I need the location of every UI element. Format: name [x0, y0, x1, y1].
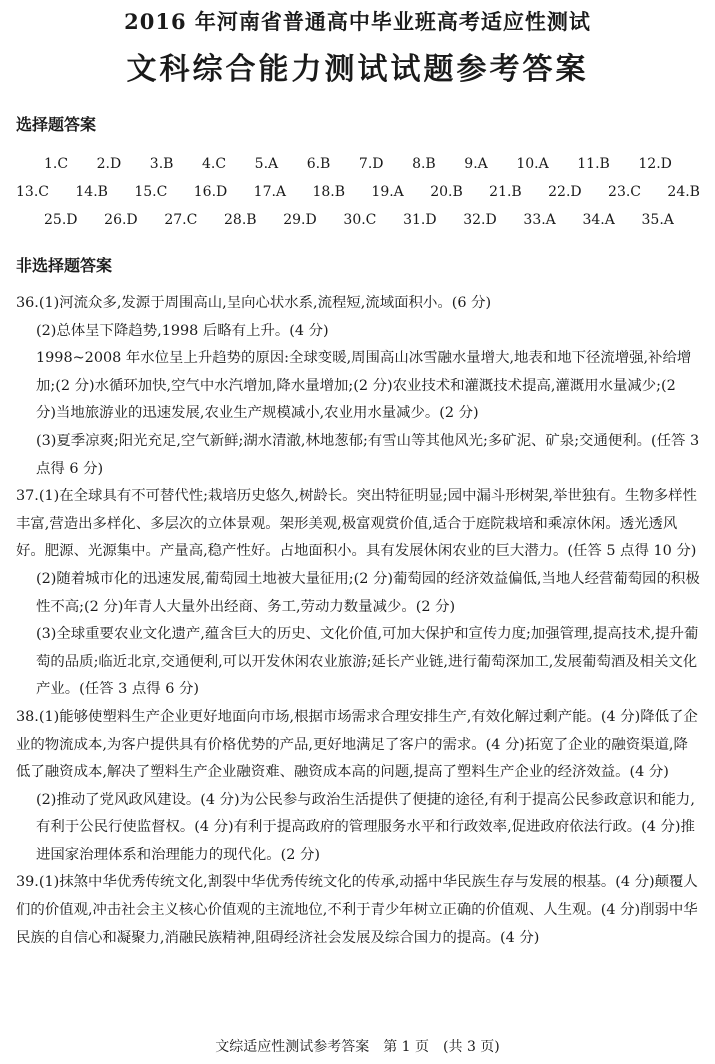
document-title: 2016 年河南省普通高中毕业班高考适应性测试	[124, 9, 591, 34]
mc-answer: 5.A	[254, 156, 279, 172]
q37-part2: (2)随着城市化的迅速发展,葡萄园土地被大量征用;(2 分)葡萄园的经济效益偏低,当地人经营葡萄园的积极性不高;(2 分)年青人大量外出经商、务工,劳动力数量减少。(2 分)	[36, 570, 700, 615]
mc-answer: 27.C	[164, 212, 198, 228]
q38-part1: 38.(1)能够使塑料生产企业更好地面向市场,根据市场需求合理安排生产,有效化解过剩产能。(4 分)降低了企业的物流成本,为客户提供具有价格优势的产品,更好地满足了客户的需求。(4 分)拓宽了企业的融资渠道,降低了融资成本,解决了塑料生产企业融资难、融资成本高的问题,提高了塑料生产企业的经济效益。(4 分)	[16, 708, 698, 781]
mc-answer: 34.A	[582, 212, 615, 228]
mc-answer: 35.A	[641, 212, 674, 228]
mc-answer: 31.D	[403, 212, 437, 228]
mc-answer: 13.C	[16, 184, 49, 200]
mc-answer-row-3	[44, 212, 674, 228]
q36-part1: 36.(1)河流众多,发源于周围高山,呈向心状水系,流程短,流域面积小。(6 分)	[16, 295, 492, 311]
mc-answer-row-1	[44, 156, 672, 172]
mc-answer: 19.A	[371, 184, 404, 200]
mc-answer: 24.B	[667, 184, 700, 200]
non-mc-heading: 非选择题答案	[16, 256, 113, 275]
mc-answer: 33.A	[523, 212, 556, 228]
mc-answer: 28.B	[224, 212, 257, 228]
mc-answer: 18.B	[312, 184, 345, 200]
page-footer: 文综适应性测试参考答案 第 1 页 (共 3 页)	[215, 1039, 500, 1055]
mc-answer: 9.A	[464, 156, 488, 172]
answer-body	[16, 290, 700, 952]
q37-part1: 37.(1)在全球具有不可替代性;栽培历史悠久,树龄长。突出特征明显;园中漏斗形树架,举世独有。生物多样性丰富,营造出多样化、多层次的立体景观。架形美观,极富观赏价值,适合于庭院栽培和乘凉休闲。透光透风好。肥源、光源集中。产量高,稳产性好。占地面积小。具有发展休闲农业的巨大潜力。(任答 5 点得 10 分)	[16, 488, 697, 560]
document-subtitle: 文科综合能力测试试题参考答案	[126, 52, 589, 87]
mc-answer: 2.D	[96, 156, 122, 172]
q36-part2: (2)总体呈下降趋势,1998 后略有上升。(4 分)	[36, 322, 329, 339]
mc-answer: 21.B	[489, 184, 522, 200]
mc-answer: 29.D	[283, 212, 317, 228]
mc-answer: 22.D	[548, 184, 582, 200]
mc-answer: 7.D	[358, 156, 384, 172]
mc-answer: 4.C	[202, 156, 227, 172]
mc-heading: 选择题答案	[16, 115, 97, 134]
q38-part2: (2)推动了党风政风建设。(4 分)为公民参与政治生活提供了便捷的途径,有利于提高公民参政意识和能力,有利于公民行使监督权。(4 分)有利于提高政府的管理服务水平和行政效率,促进政府依法行政。(4 分)推进国家治理体系和治理能力的现代化。(2 分)	[36, 791, 695, 863]
mc-answer: 3.B	[149, 156, 174, 172]
q37-part3: (3)全球重要农业文化遗产,蕴含巨大的历史、文化价值,可加大保护和宣传力度;加强管理,提高技术,提升葡萄的品质;临近北京,交通便利,可以开发休闲农业旅游;延长产业链,进行葡萄深加工,发展葡萄酒及相关文化产业。(任答 3 点得 6 分)	[36, 626, 699, 698]
mc-answer: 15.C	[134, 184, 168, 200]
mc-answer: 14.B	[75, 184, 108, 200]
mc-answer: 10.A	[516, 156, 549, 172]
mc-answer: 30.C	[343, 212, 377, 228]
mc-answer-row-2	[16, 184, 700, 200]
mc-answer: 16.D	[193, 184, 228, 200]
mc-answer: 20.B	[430, 184, 463, 200]
q36-part2-reason: 1998~2008 年水位呈上升趋势的原因:全球变暖,周围高山冰雪融水量增大,地表和地下径流增强,补给增加;(2 分)水循环加快,空气中水汽增加,降水量增加;(2 分)农业技术和灌溉技术提高,灌溉用水量减少;(2 分)当地旅游业的迅速发展,农业生产规模减小,农业用水量减少。(2 分)	[36, 350, 692, 422]
mc-answer: 26.D	[104, 212, 138, 228]
mc-answer: 12.D	[638, 156, 672, 172]
mc-answer: 6.B	[306, 156, 331, 172]
mc-answer: 23.C	[608, 184, 642, 200]
mc-answer: 25.D	[44, 212, 78, 228]
q36-part3: (3)夏季凉爽;阳光充足,空气新鲜;湖水清澈,林地葱郁;有雪山等其他风光;多矿泥、矿泉;交通便利。(任答 3 点得 6 分)	[36, 432, 700, 477]
q39-part1: 39.(1)抹煞中华优秀传统文化,割裂中华优秀传统文化的传承,动摇中华民族生存与发展的根基。(4 分)颠覆人们的价值观,冲击社会主义核心价值观的主流地位,不利于青少年树立正确的价值观、人生观。(4 分)削弱中华民族的自信心和凝聚力,消融民族精神,阻碍经济社会发展及综合国力的提高。(4 分)	[16, 874, 698, 946]
mc-answer: 11.B	[577, 156, 610, 172]
mc-answer: 1.C	[44, 156, 69, 172]
mc-answer: 8.B	[412, 156, 436, 172]
mc-answer: 32.D	[463, 212, 497, 228]
mc-answer: 17.A	[253, 184, 287, 200]
